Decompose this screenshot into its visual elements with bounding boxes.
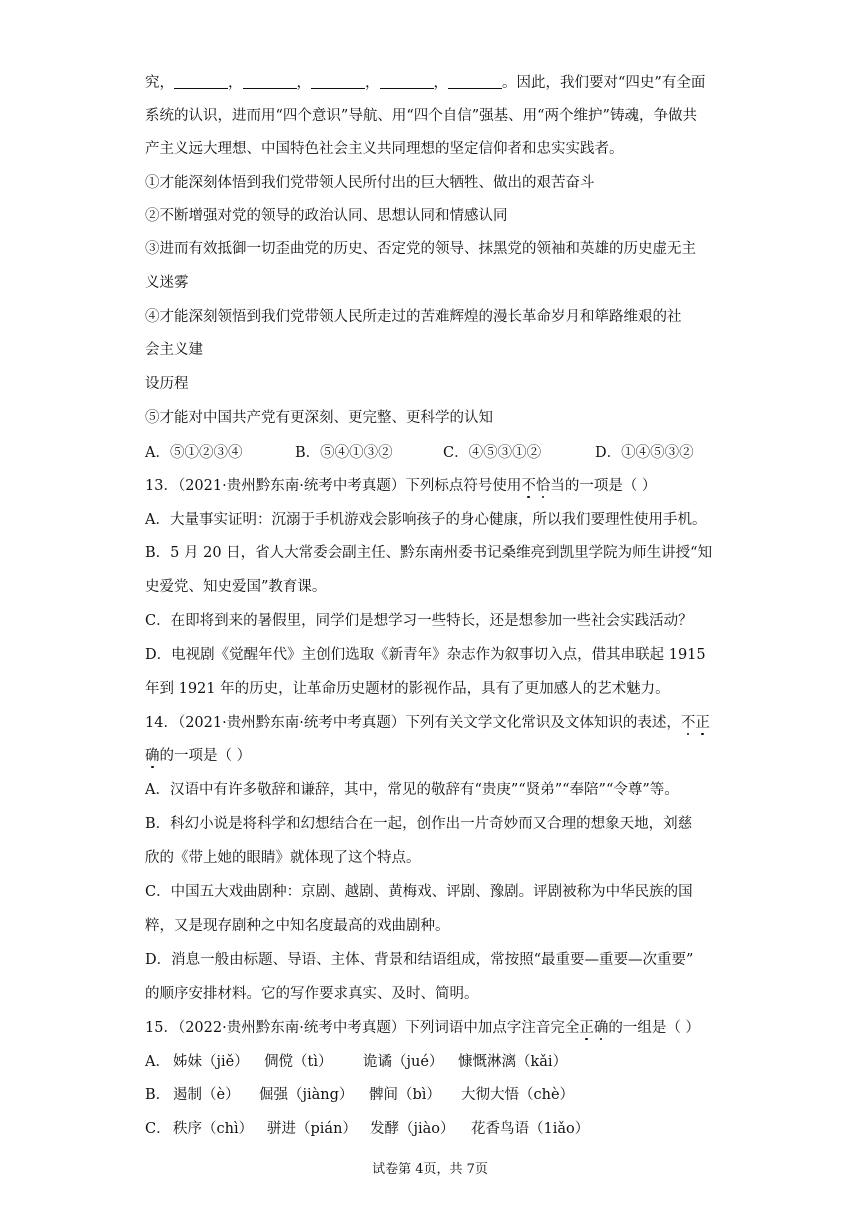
q14-stem-line-2: 确的一项是（ ） (145, 748, 252, 764)
q12-option-a[interactable]: A．⑤①②③④ (145, 445, 243, 461)
q12-sentence-3b: 义迷雾 (145, 275, 189, 291)
emphasis-char: 确 (145, 748, 160, 764)
word-item: 大彻大悟（chè） (461, 1083, 574, 1107)
word-item: 秩序（chì） (173, 1117, 267, 1141)
word-item: 倜傥（tì） (264, 1050, 363, 1074)
q14-option-d-line-2: 的顺序安排材料。它的写作要求真实、及时、简明。 (145, 986, 479, 1002)
word-item: 发酵（jiào） (370, 1117, 471, 1141)
q12-sentence-1: ①才能深刻体悟到我们党带领人民所付出的巨大牺牲、做出的艰苦奋斗 (145, 175, 595, 191)
answer-blank-1 (174, 74, 228, 89)
answer-blank-2 (243, 74, 297, 89)
q14-option-c-line-2: 粹，又是现存剧种之中知名度最高的戏曲剧种。 (145, 918, 450, 934)
emphasis-char: 正 (579, 1020, 594, 1036)
answer-blank-4 (380, 74, 434, 89)
q13-option-d-line-1[interactable]: D．电视剧《觉醒年代》主创们选取《新青年》杂志作为叙事切入点，借其串联起 1915 (145, 647, 706, 663)
q15-option-c[interactable]: C． 秩序（chì） 骈进（pián） 发酵（jiào） 花香鸟语（1iǎo） (145, 1117, 720, 1141)
emphasis-char: 不 (680, 715, 696, 731)
q14-option-b-line-2: 欣的《带上她的眼睛》就体现了这个特点。 (145, 850, 421, 866)
word-item: 骈进（pián） (267, 1117, 370, 1141)
word-item: 遏制（è） (173, 1083, 259, 1107)
word-item: 姊妹（jiě） (173, 1050, 264, 1074)
emphasis-char: 恰 (535, 478, 551, 494)
q12-options (145, 441, 720, 465)
q12-text-line-2: 系统的认识，进而用“四个意识”导航、用“四个自信”强基、用“两个维护”铸魂，争做共 (145, 108, 697, 124)
q14-option-c-line-1[interactable]: C．中国五大戏曲剧种：京剧、越剧、黄梅戏、评剧、豫剧。评剧被称为中华民族的国 (145, 884, 693, 900)
q12-sentence-4c: 设历程 (145, 376, 189, 392)
answer-blank-3 (311, 74, 365, 89)
q12-sentence-4a: ④才能深刻领悟到我们党带领人民所走过的苦难辉煌的漫长革命岁月和筚路维艰的社 (145, 309, 682, 325)
q12-option-d[interactable]: D．①④⑤③② (595, 445, 694, 461)
q12-sentence-4b: 会主义建 (145, 342, 203, 358)
word-item: 诡谲（jué） (363, 1050, 458, 1074)
q15-option-b[interactable]: B． 遏制（è） 倔强（jiàng） 髀间（bì） 大彻大悟（chè） (145, 1083, 720, 1107)
q14-option-a[interactable]: A．汉语中有许多敬辞和谦辞，其中，常见的敬辞有“贵庚”“贤弟”“奉陪”“令尊”等。 (145, 782, 679, 798)
q13-stem: 13．（2021·贵州黔东南·统考中考真题）下列标点符号使用不恰当的一项是（ ） (145, 478, 657, 494)
q14-stem-line-1: 14．（2021·贵州黔东南·统考中考真题）下列有关文学文化常识及文体知识的表述，不正 (145, 715, 710, 731)
q14-option-d-line-1[interactable]: D．消息一般由标题、导语、主体、背景和结语组成，常按照“最重要—重要—次重要” (145, 952, 694, 968)
q12-option-c[interactable]: C．④⑤③①② (443, 445, 542, 461)
word-item: 花香鸟语（1iǎo） (471, 1117, 589, 1141)
q13-option-d-line-2: 年到 1921 年的历史，让革命历史题材的影视作品，具有了更加感人的艺术魅力。 (145, 681, 670, 697)
q15-stem: 15．（2022·贵州黔东南·统考中考真题）下列词语中加点字注音完全正确的一组是（ ） (145, 1020, 700, 1036)
answer-blank-5 (448, 74, 502, 89)
q12-sentence-5: ⑤才能对中国共产党有更深刻、更完整、更科学的认知 (145, 410, 493, 426)
q12-sentence-3a: ③进而有效抵御一切歪曲党的历史、否定党的领导、抹黑党的领袖和英雄的历史虚无主 (145, 241, 696, 257)
q12-text-line-3: 产主义远大理想、中国特色社会主义共同理想的坚定信仰者和忠实实践者。 (145, 141, 624, 157)
emphasis-char: 确 (593, 1020, 609, 1036)
page-footer: 试卷第 4页，共 7页 (372, 1162, 488, 1177)
q14-option-b-line-1[interactable]: B．科幻小说是将科学和幻想结合在一起，创作出一片奇妙而又合理的想象天地，刘慈 (145, 816, 693, 832)
emphasis-char: 不 (521, 478, 536, 494)
q13-option-b-line-1[interactable]: B．5 月 20 日，省人大常委会副主任、黔东南州委书记桑维亮到凯里学院为师生讲授“知 (145, 545, 713, 561)
word-item: 髀间（bì） (369, 1083, 461, 1107)
q13-option-c[interactable]: C．在即将到来的暑假里，同学们是想学习一些特长，还是想参加一些社会实践活动？ (145, 613, 693, 629)
q13-option-a[interactable]: A．大量事实证明：沉溺于手机游戏会影响孩子的身心健康，所以我们要理性使用手机。 (145, 512, 707, 528)
q13-option-b-line-2: 史爱党、知史爱国”教育课。 (145, 579, 327, 595)
emphasis-char: 正 (695, 715, 710, 731)
q15-option-a[interactable]: A． 姊妹（jiě） 倜傥（tì） 诡谲（jué） 慷慨淋漓（kǎi） (145, 1050, 720, 1074)
word-item: 慷慨淋漓（kǎi） (458, 1050, 567, 1074)
q12-text-line-1: 究， ， ， ， ， 。因此，我们要对“四史”有全面 (145, 75, 706, 91)
q12-option-b[interactable]: B．⑤④①③② (295, 445, 393, 461)
word-item: 倔强（jiàng） (259, 1083, 369, 1107)
q12-sentence-2: ②不断增强对党的领导的政治认同、思想认同和情感认同 (145, 208, 508, 224)
